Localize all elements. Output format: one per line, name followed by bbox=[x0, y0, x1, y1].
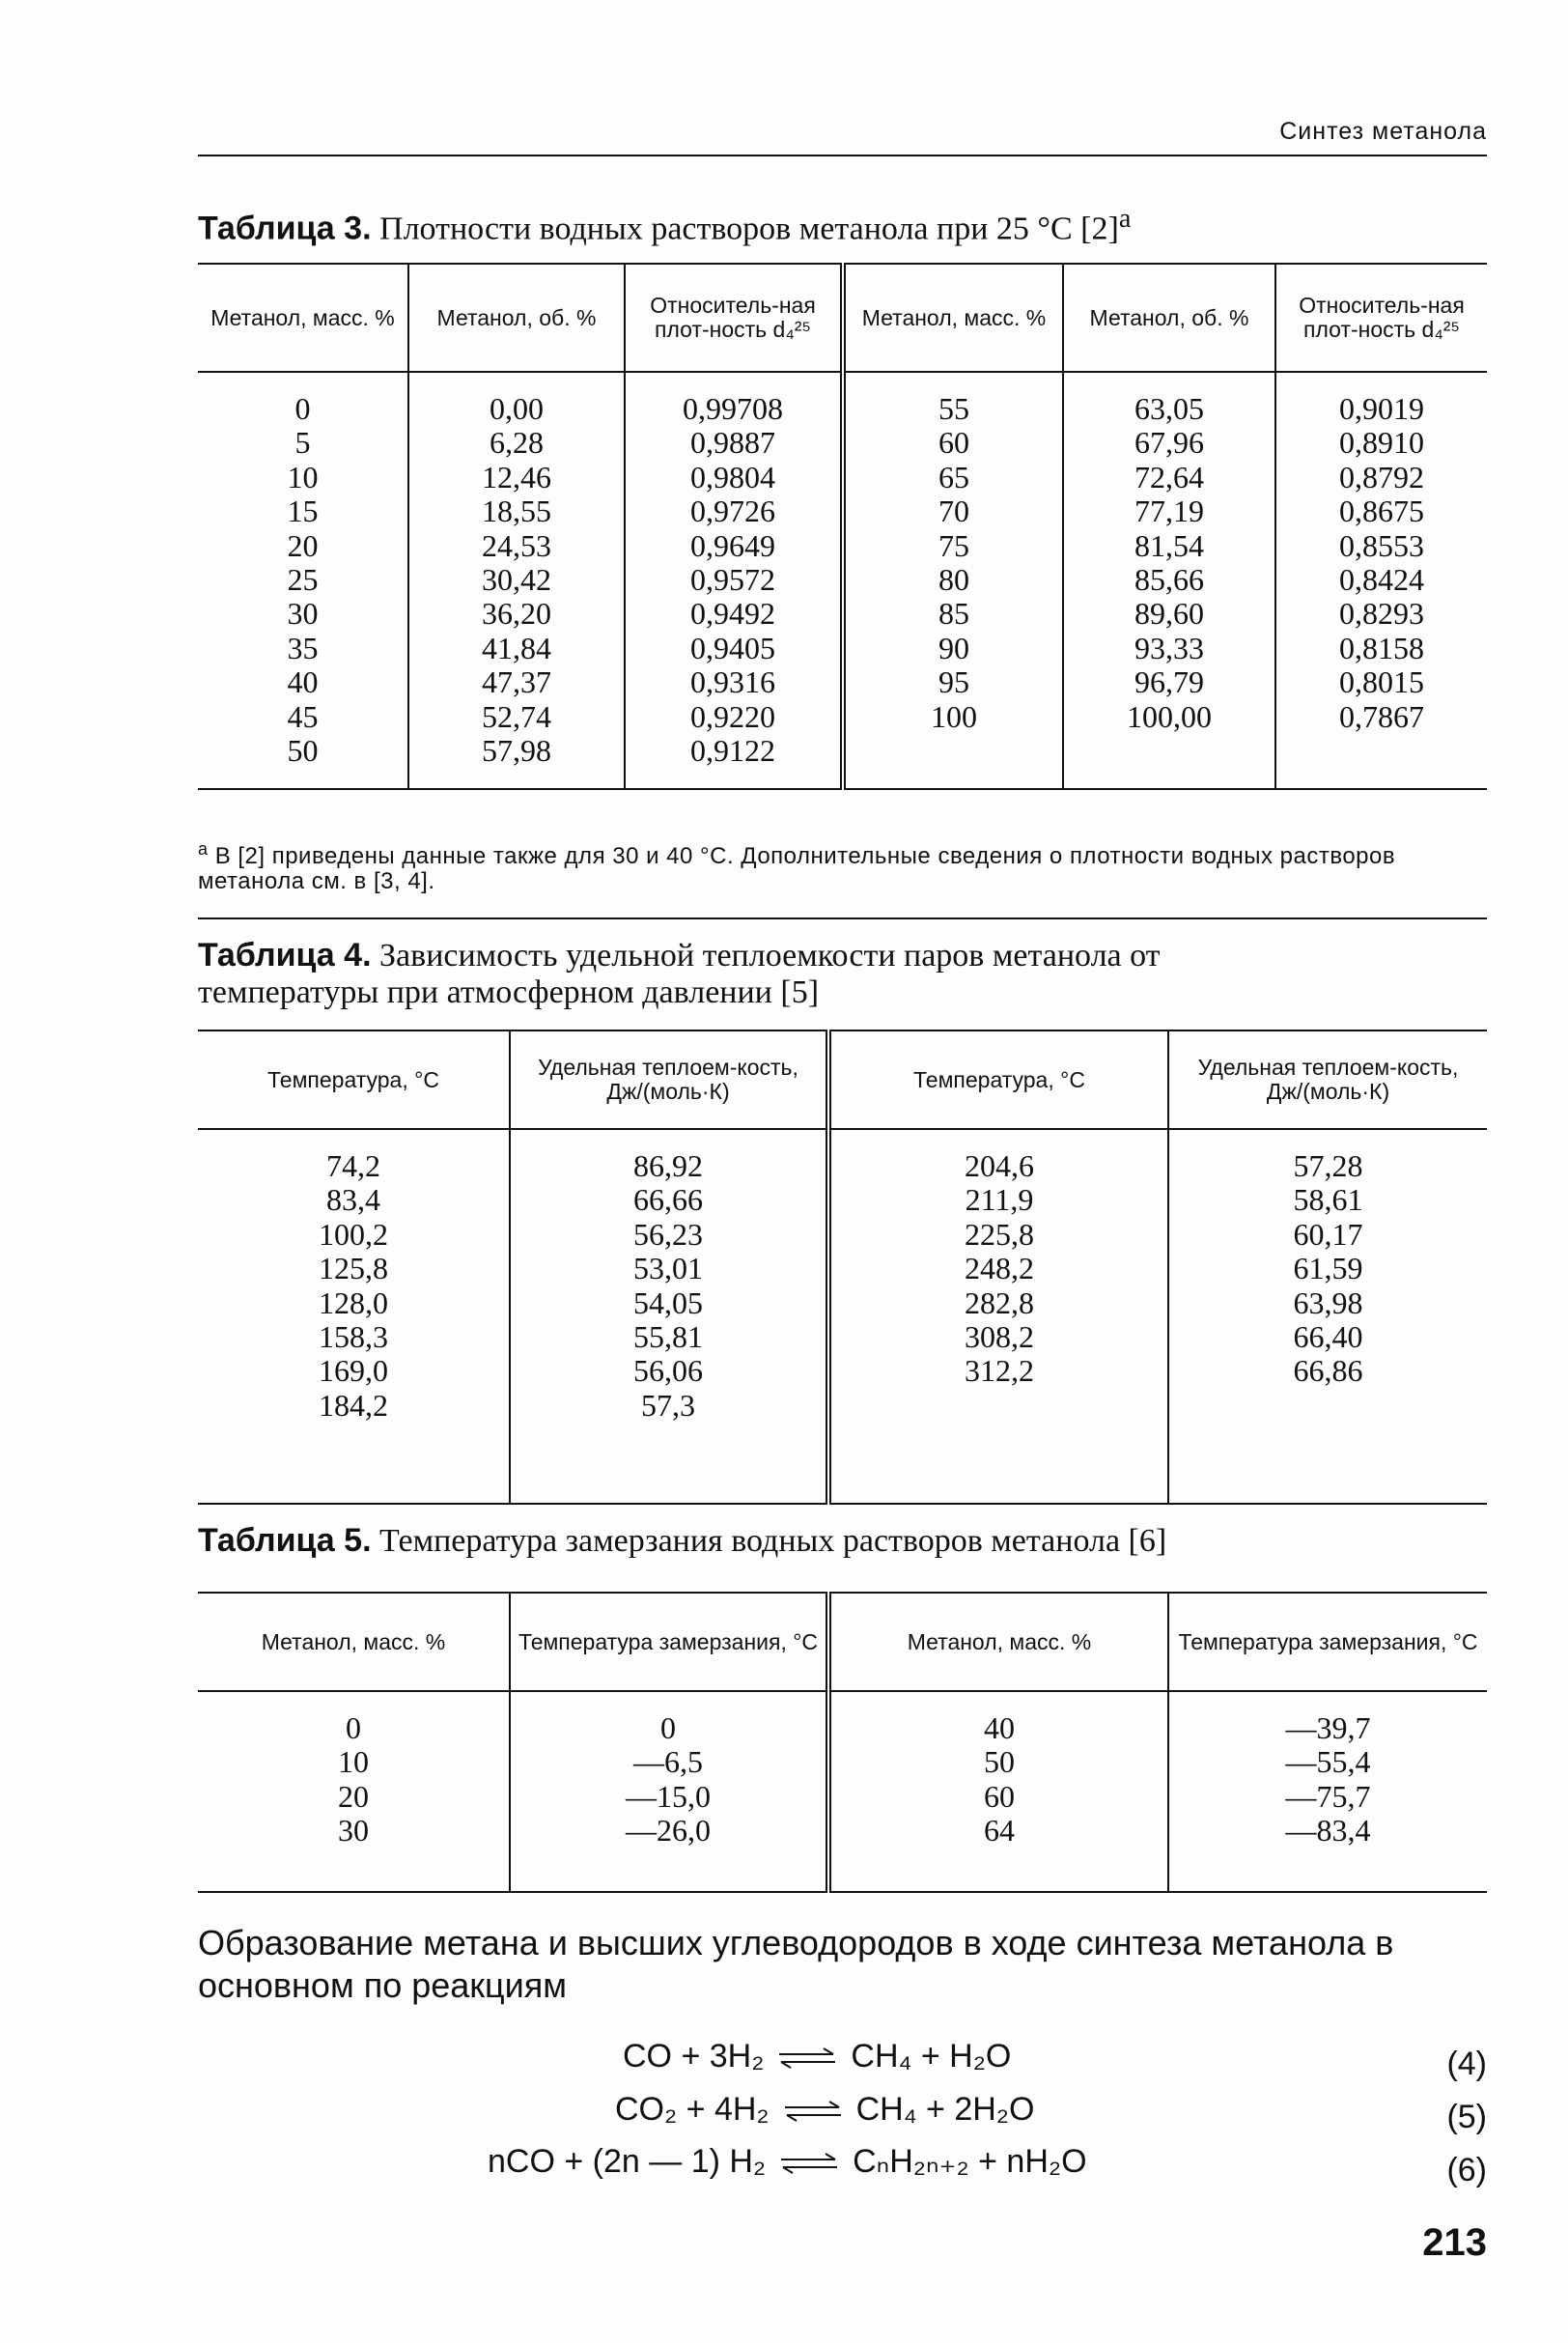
table-cell: 12,46 bbox=[482, 459, 551, 494]
table-cell: 85 bbox=[938, 596, 969, 632]
table4-col bbox=[510, 1129, 828, 1504]
table4-col bbox=[828, 1129, 1168, 1504]
table-cell: 96,79 bbox=[1134, 664, 1204, 700]
table3-caption-sup: a bbox=[1118, 204, 1132, 234]
table-cell: 15 bbox=[287, 494, 319, 529]
table-cell: 89,60 bbox=[1134, 596, 1204, 632]
table-cell: 25 bbox=[287, 562, 319, 598]
table-cell: 77,19 bbox=[1134, 494, 1204, 529]
table3-caption bbox=[198, 201, 1131, 247]
table-cell: 211,9 bbox=[965, 1182, 1034, 1218]
equation-right: CH₄ + 2H₂O bbox=[855, 2091, 1035, 2128]
table4-header: Удельная теплоем-кость, Дж/(моль·К) bbox=[510, 1030, 828, 1129]
table3 bbox=[198, 263, 1487, 790]
table3-caption-label: Таблица 3. bbox=[198, 210, 372, 247]
equation-number: (6) bbox=[1446, 2152, 1487, 2188]
equation-6 bbox=[488, 2142, 1087, 2181]
table5-caption-text: Температура замерзания водных растворов метанола [6] bbox=[379, 1523, 1167, 1559]
table5-caption bbox=[198, 1522, 1166, 1560]
table-cell: 0,9405 bbox=[690, 630, 775, 665]
table3-header: Относитель-ная плот-ность d₄²⁵ bbox=[625, 264, 843, 372]
table-cell: 10 bbox=[287, 459, 319, 494]
table-cell: 36,20 bbox=[482, 596, 551, 632]
table-cell: 58,61 bbox=[1293, 1182, 1363, 1218]
table5-caption-label: Таблица 5. bbox=[198, 1522, 372, 1559]
table-cell: 85,66 bbox=[1134, 562, 1204, 598]
table-cell: 30 bbox=[287, 596, 319, 632]
table-cell: 0,8910 bbox=[1339, 425, 1424, 461]
table-cell: 0,00 bbox=[490, 391, 544, 426]
equation-right: CH₄ + H₂O bbox=[851, 2038, 1012, 2075]
table-cell: 74,2 bbox=[326, 1148, 380, 1183]
header-rule bbox=[198, 155, 1487, 156]
running-head: Синтез метанола bbox=[1279, 118, 1487, 145]
table-cell: 312,2 bbox=[965, 1353, 1034, 1389]
table-cell: 66,40 bbox=[1293, 1319, 1363, 1355]
table-cell: 0,9726 bbox=[690, 494, 775, 529]
table5 bbox=[198, 1592, 1487, 1893]
table4-header: Температура, °С bbox=[198, 1030, 510, 1129]
table-cell: 30,42 bbox=[482, 562, 551, 598]
table-cell: 55 bbox=[938, 391, 969, 426]
body-paragraph: Образование метана и высших углеводородов в ходе синтеза метанола в основном по реакциям bbox=[198, 1923, 1394, 2005]
table-cell: 6,28 bbox=[490, 425, 544, 461]
table-cell: 60 bbox=[938, 425, 969, 461]
table3-footnote bbox=[198, 836, 1487, 894]
table-cell: 30 bbox=[338, 1813, 369, 1849]
table-cell: 0,9804 bbox=[690, 459, 775, 494]
table-cell: 56,23 bbox=[633, 1216, 703, 1252]
table5-col bbox=[1168, 1691, 1487, 1892]
table-cell: 100,2 bbox=[319, 1216, 388, 1252]
table-cell: 54,05 bbox=[633, 1284, 703, 1320]
table-cell: 0,9649 bbox=[690, 527, 775, 563]
table5-header: Температура замерзания, °С bbox=[1168, 1593, 1487, 1691]
table4-header: Удельная теплоем-кость, Дж/(моль·К) bbox=[1168, 1030, 1487, 1129]
table3-col bbox=[198, 372, 408, 789]
section-rule bbox=[198, 917, 1487, 919]
table-cell: 158,3 bbox=[319, 1319, 388, 1355]
table-cell: 0,8015 bbox=[1339, 664, 1424, 700]
table-cell: 40 bbox=[984, 1710, 1015, 1745]
table5-col bbox=[828, 1691, 1168, 1892]
table-cell: 125,8 bbox=[319, 1251, 388, 1286]
table5-col bbox=[198, 1691, 510, 1892]
table3-header: Относитель-ная плот-ность d₄²⁵ bbox=[1275, 264, 1487, 372]
table-cell: 0,8675 bbox=[1339, 494, 1424, 529]
table-cell: 90 bbox=[938, 630, 969, 665]
table-cell: 0,9316 bbox=[690, 664, 775, 700]
table-cell: 57,98 bbox=[482, 733, 551, 769]
table5-header-row bbox=[198, 1593, 1487, 1691]
table-cell: 65 bbox=[938, 459, 969, 494]
equation-left: CO + 3H₂ bbox=[623, 2038, 765, 2075]
table-cell: 225,8 bbox=[965, 1216, 1034, 1252]
equation-left: CO₂ + 4H₂ bbox=[615, 2091, 770, 2128]
table3-col bbox=[625, 372, 843, 789]
table-cell: —83,4 bbox=[1285, 1813, 1371, 1849]
table4-col bbox=[1168, 1129, 1487, 1504]
table-cell: 0,8424 bbox=[1339, 562, 1424, 598]
table-cell: 0,7867 bbox=[1339, 698, 1424, 734]
table4-caption bbox=[198, 937, 1308, 1011]
table-cell: 41,84 bbox=[482, 630, 551, 665]
table3-col bbox=[1275, 372, 1487, 789]
equilibrium-arrows-icon bbox=[779, 2153, 839, 2174]
table4-col bbox=[198, 1129, 510, 1504]
table-cell: 248,2 bbox=[965, 1251, 1034, 1286]
footnote-mark: a bbox=[198, 839, 209, 859]
table-cell: 57,3 bbox=[641, 1387, 695, 1423]
table-cell: 60 bbox=[984, 1778, 1015, 1814]
table-cell: 0,99708 bbox=[683, 391, 783, 426]
equation-5 bbox=[615, 2091, 1034, 2129]
table-cell: 50 bbox=[287, 733, 319, 769]
equation-number: (5) bbox=[1446, 2099, 1487, 2135]
table-cell: 18,55 bbox=[482, 494, 551, 529]
table-cell: —15,0 bbox=[626, 1778, 711, 1814]
book-page bbox=[198, 0, 1487, 2343]
table-cell: 45 bbox=[287, 698, 319, 734]
table-cell: 20 bbox=[287, 527, 319, 563]
table4-header-row bbox=[198, 1030, 1487, 1129]
table-cell: 86,92 bbox=[633, 1148, 703, 1183]
table4 bbox=[198, 1030, 1487, 1505]
equation-number: (4) bbox=[1446, 2046, 1487, 2082]
table-cell: 50 bbox=[984, 1744, 1015, 1780]
table-cell: 63,05 bbox=[1134, 391, 1204, 426]
table5-header: Температура замерзания, °С bbox=[510, 1593, 828, 1691]
table-cell: 100,00 bbox=[1127, 698, 1212, 734]
table-cell: 0,9019 bbox=[1339, 391, 1424, 426]
equilibrium-arrows-icon bbox=[783, 2101, 843, 2122]
table-cell: 64 bbox=[984, 1813, 1015, 1849]
table-cell: 93,33 bbox=[1134, 630, 1204, 665]
table-cell: 56,06 bbox=[633, 1353, 703, 1389]
table-cell: 0,8158 bbox=[1339, 630, 1424, 665]
table-cell: 308,2 bbox=[965, 1319, 1034, 1355]
equilibrium-arrows-icon bbox=[777, 2047, 837, 2069]
table3-header: Метанол, об. % bbox=[408, 264, 625, 372]
equation-right: CₙH₂ₙ₊₂ + nH₂O bbox=[853, 2143, 1087, 2180]
table3-header: Метанол, масс. % bbox=[198, 264, 408, 372]
equation-4 bbox=[623, 2038, 1011, 2075]
table3-body-row bbox=[198, 372, 1487, 789]
table3-caption-text: Плотности водных растворов метанола при 25 °С [2] bbox=[379, 211, 1119, 247]
table-cell: —26,0 bbox=[626, 1813, 711, 1849]
table4-caption-label: Таблица 4. bbox=[198, 937, 372, 974]
table-cell: 47,37 bbox=[482, 664, 551, 700]
table4-header: Температура, °С bbox=[828, 1030, 1168, 1129]
table-cell: 0,9220 bbox=[690, 698, 775, 734]
table-cell: 75 bbox=[938, 527, 969, 563]
table3-header: Метанол, масс. % bbox=[843, 264, 1063, 372]
table-cell: 57,28 bbox=[1293, 1148, 1363, 1183]
table-cell: 70 bbox=[938, 494, 969, 529]
table-cell: 80 bbox=[938, 562, 969, 598]
table-cell: 128,0 bbox=[319, 1284, 388, 1320]
table-cell: 67,96 bbox=[1134, 425, 1204, 461]
table-cell: 55,81 bbox=[633, 1319, 703, 1355]
table3-col bbox=[1063, 372, 1275, 789]
table5-body-row bbox=[198, 1691, 1487, 1892]
equation-left: nCO + (2n — 1) H₂ bbox=[488, 2143, 767, 2180]
page-number: 213 bbox=[1422, 2221, 1487, 2264]
table-cell: —39,7 bbox=[1285, 1710, 1371, 1745]
table5-col bbox=[510, 1691, 828, 1892]
table-cell: —75,7 bbox=[1285, 1778, 1371, 1814]
table-cell: 24,53 bbox=[482, 527, 551, 563]
table-cell: 63,98 bbox=[1293, 1284, 1363, 1320]
table-cell: 66,66 bbox=[633, 1182, 703, 1218]
table-cell: 95 bbox=[938, 664, 969, 700]
table-cell: 66,86 bbox=[1293, 1353, 1363, 1389]
table-cell: 60,17 bbox=[1293, 1216, 1363, 1252]
table-cell: 61,59 bbox=[1293, 1251, 1363, 1286]
table-cell: 72,64 bbox=[1134, 459, 1204, 494]
table3-col bbox=[843, 372, 1063, 789]
table-cell: 100 bbox=[931, 698, 977, 734]
table-cell: 0 bbox=[660, 1710, 676, 1745]
table-cell: 184,2 bbox=[319, 1387, 388, 1423]
table-cell: 0,9492 bbox=[690, 596, 775, 632]
table4-caption-text: Зависимость удельной теплоемкости паров метанола от температуры при атмосферном давлении [5] bbox=[198, 938, 1161, 1010]
table-cell: 0,9572 bbox=[690, 562, 775, 598]
table-cell: 81,54 bbox=[1134, 527, 1204, 563]
table-cell: 40 bbox=[287, 664, 319, 700]
table-cell: 0,8792 bbox=[1339, 459, 1424, 494]
footnote-text: В [2] приведены данные также для 30 и 40 °С. Дополнительные сведения о плотности водных растворов метанола см. в [3, 4]. bbox=[198, 843, 1396, 894]
table-cell: 0 bbox=[346, 1710, 361, 1745]
table3-header-row bbox=[198, 264, 1487, 372]
table3-header: Метанол, об. % bbox=[1063, 264, 1275, 372]
table-cell: 0,8293 bbox=[1339, 596, 1424, 632]
table-cell: 0,9887 bbox=[690, 425, 775, 461]
table-cell: 0,9122 bbox=[690, 733, 775, 769]
table-cell: —6,5 bbox=[633, 1744, 703, 1780]
table5-header: Метанол, масс. % bbox=[828, 1593, 1168, 1691]
table5-header: Метанол, масс. % bbox=[198, 1593, 510, 1691]
table-cell: 0,8553 bbox=[1339, 527, 1424, 563]
table-cell: 83,4 bbox=[326, 1182, 380, 1218]
table-cell: 204,6 bbox=[965, 1148, 1034, 1183]
table-cell: 53,01 bbox=[633, 1251, 703, 1286]
table4-body-row bbox=[198, 1129, 1487, 1504]
table-cell: 10 bbox=[338, 1744, 369, 1780]
table-cell: 169,0 bbox=[319, 1353, 388, 1389]
table-cell: 5 bbox=[294, 425, 311, 461]
table-cell: 0 bbox=[294, 391, 311, 426]
table-cell: 52,74 bbox=[482, 698, 551, 734]
table-cell: 282,8 bbox=[965, 1284, 1034, 1320]
table-cell: —55,4 bbox=[1285, 1744, 1371, 1780]
table-cell: 20 bbox=[338, 1778, 369, 1814]
table-cell: 35 bbox=[287, 630, 319, 665]
table3-col bbox=[408, 372, 625, 789]
